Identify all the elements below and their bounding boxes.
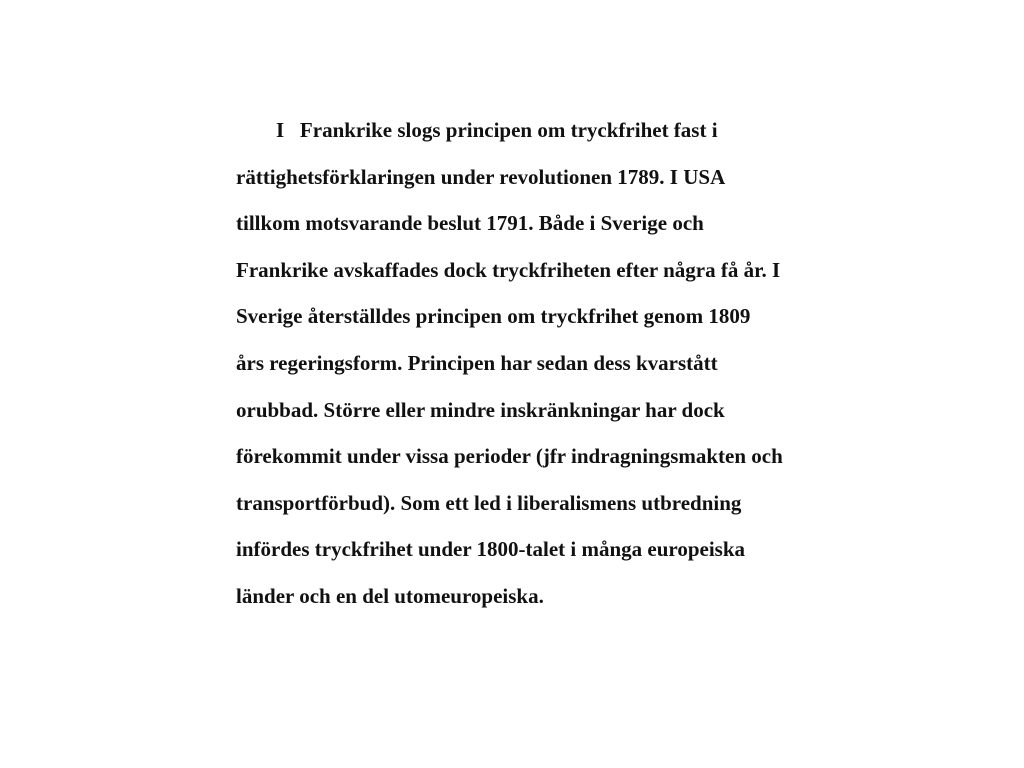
paragraph-line: orubbad. Större eller mindre inskränkningar har dock [236,397,725,422]
paragraph-line: transportförbud). Som ett led i liberalismens utbredning [236,490,742,515]
paragraph-line: Frankrike avskaffades dock tryckfriheten efter några få år. I [236,257,781,282]
paragraph-line: rättighetsförklaringen under revolutionen 1789. I USA [236,164,726,189]
paragraph-line: tillkom motsvarande beslut 1791. Både i Sverige och [236,211,704,236]
body-paragraph [236,110,936,623]
paragraph-line: infördes tryckfrihet under 1800-talet i många europeiska [236,537,746,562]
paragraph-line: I Frankrike slogs principen om tryckfrihet fast i [276,118,718,142]
paragraph-line: års regeringsform. Principen har sedan dess kvarstått [236,350,718,375]
paragraph-line: förekommit under vissa perioder (jfr indragningsmakten och [236,444,783,469]
paragraph-line: Sverige återställdes principen om tryckfrihet genom 1809 [236,304,751,329]
paragraph-line: länder och en del utomeuropeiska. [236,583,544,608]
